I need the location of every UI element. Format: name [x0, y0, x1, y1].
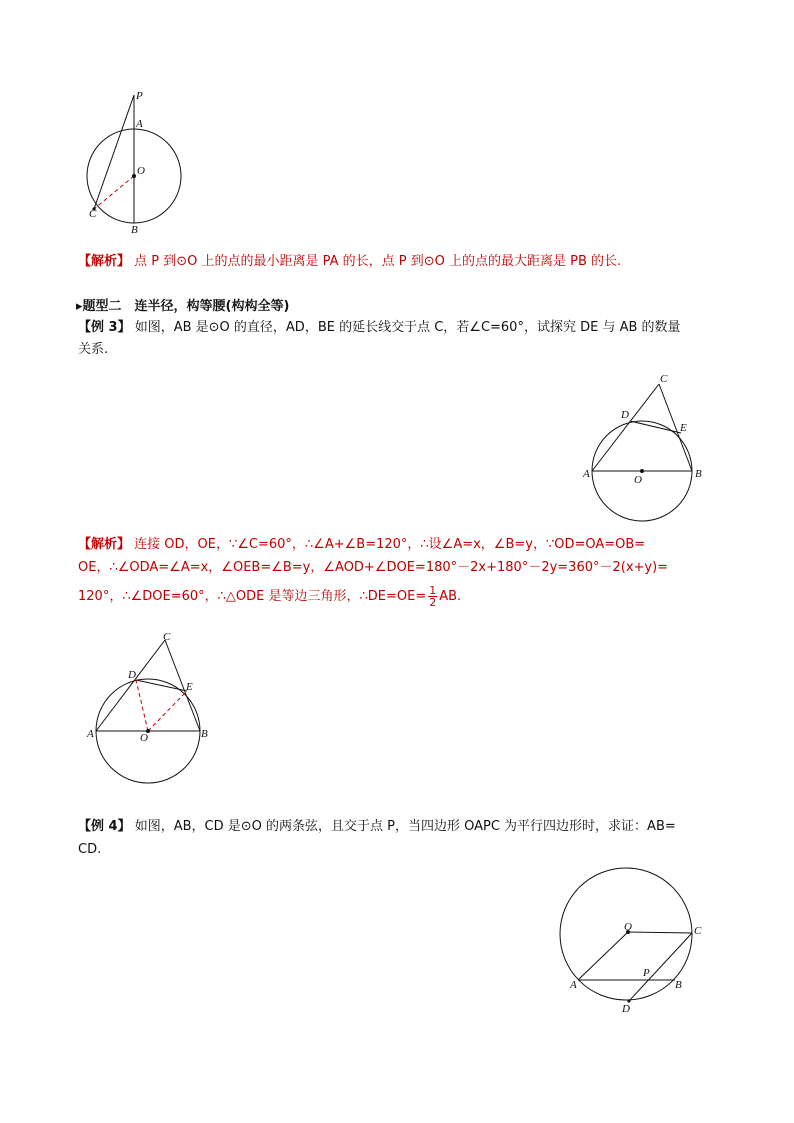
example-3-line-2: 关系. — [78, 342, 109, 357]
example-3-line-1: 【例 3】 如图，AB 是⊙O 的直径，AD，BE 的延长线交于点 C，若∠C=60°，试探究 DE 与 AB 的数量 — [78, 320, 681, 335]
label-O: O — [634, 474, 642, 486]
label-B: B — [675, 979, 682, 991]
label-C: C — [89, 208, 97, 220]
label-A: A — [583, 468, 590, 480]
analysis-3-line-3: 120°，∴∠DOE=60°，∴△ODE 是等边三角形，∴DE=OE= $\frac{1}{2}$ AB. — [78, 584, 462, 609]
figure-2-diameter-triangle — [578, 370, 708, 530]
label-D: D — [622, 1003, 630, 1015]
analysis-1 — [78, 252, 621, 272]
label-A: A — [570, 979, 577, 991]
label-C: C — [694, 925, 702, 937]
label-O: O — [137, 165, 145, 177]
section-title: ▸题型二 连半径，构等腰(构构全等) — [76, 299, 290, 314]
label-B: B — [201, 728, 208, 740]
section-marker: ▸ — [76, 299, 83, 314]
example-tag: 【例 4】 — [78, 819, 131, 834]
label-C: C — [163, 631, 171, 643]
analysis-3-line-2: OE，∴∠ODA=∠A=x，∠OEB=∠B=y，∠AOD+∠DOE=180°－2x+180°－2y=360°－2(x+y)= — [78, 560, 669, 575]
example-4-line-1: 【例 4】 如图，AB，CD 是⊙O 的两条弦，且交于点 P，当四边形 OAPC 为平行四边形时，求证：AB= — [78, 819, 676, 834]
example-tag: 【例 3】 — [78, 320, 131, 335]
figure-1-point-circle — [80, 85, 190, 240]
analysis-tag: 【解析】 — [78, 537, 131, 552]
fraction-one-half: $\frac{1}{2}$ — [429, 584, 437, 609]
analysis-text: 点 P 到⊙O 上的点的最小距离是 PA 的长，点 P 到⊙O 上的点的最大距离是 PB 的长. — [130, 254, 622, 269]
example-4-line-2: CD. — [78, 842, 102, 857]
label-O: O — [624, 921, 632, 933]
label-P: P — [136, 90, 143, 102]
analysis-tag: 【解析】 — [78, 254, 131, 269]
label-A: A — [87, 728, 94, 740]
label-E: E — [186, 681, 193, 693]
label-D: D — [621, 409, 629, 421]
figure-4-parallelogram-chords — [552, 860, 712, 1020]
label-C: C — [660, 373, 668, 385]
label-P: P — [643, 967, 650, 979]
label-A: A — [136, 118, 143, 130]
label-E: E — [680, 422, 687, 434]
label-B: B — [131, 224, 138, 236]
analysis-3-line-1: 【解析】 连接 OD，OE，∵∠C=60°，∴∠A+∠B=120°，∴设∠A=x，∠B=y，∵OD=OA=OB= — [78, 537, 646, 552]
label-D: D — [128, 669, 136, 681]
label-B: B — [695, 468, 702, 480]
label-O: O — [140, 732, 148, 744]
figure-3-solution-diagram — [84, 628, 214, 788]
